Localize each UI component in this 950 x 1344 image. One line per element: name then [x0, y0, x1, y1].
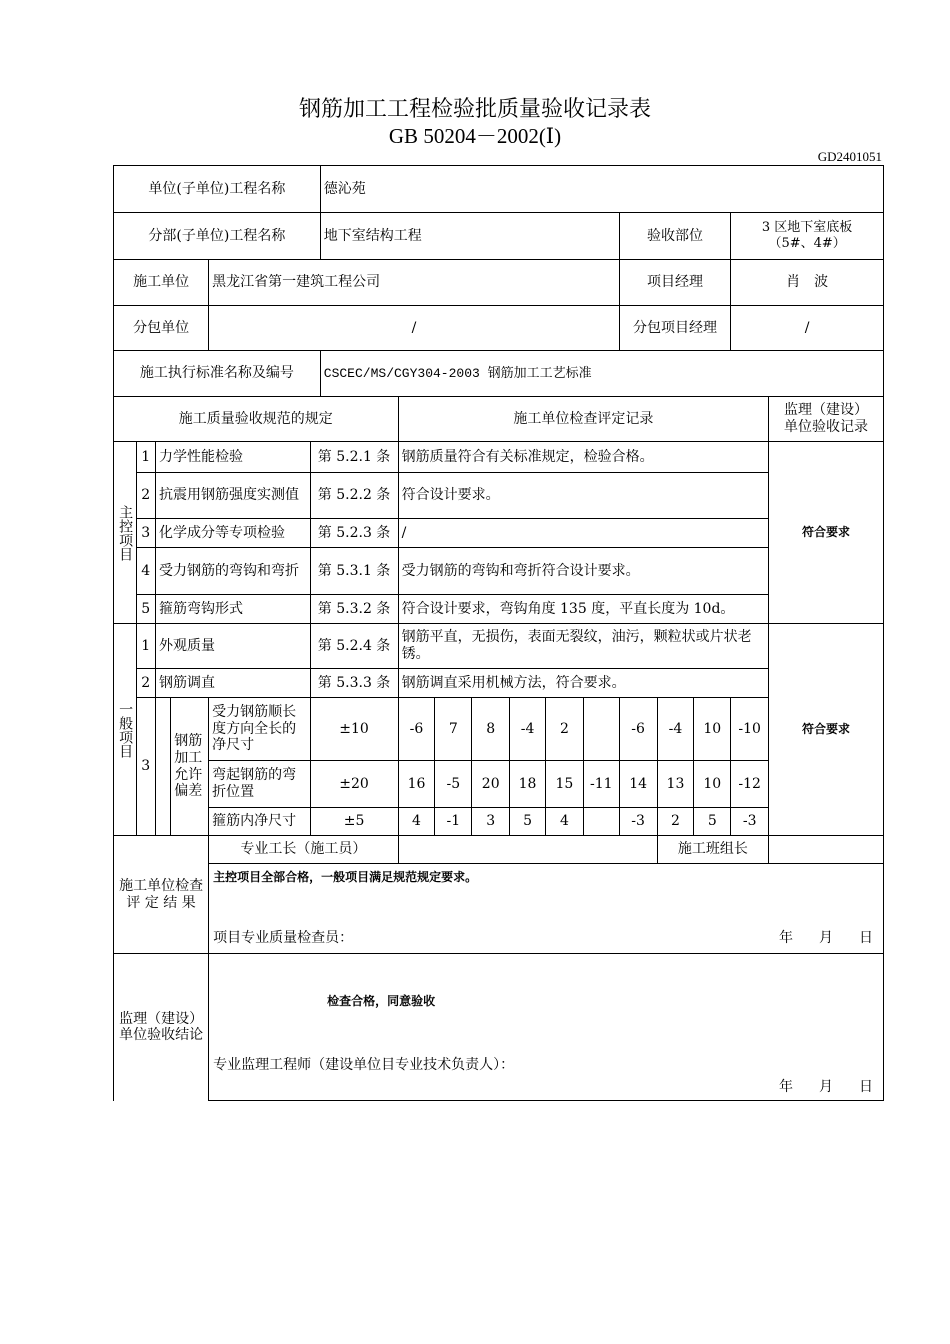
main-item-name: 力学性能检验 — [155, 442, 310, 473]
main-item-record[interactable]: 符合设计要求，弯钩角度 135 度，平直长度为 10d。 — [398, 595, 769, 624]
deviation-value[interactable]: 5 — [510, 808, 546, 836]
general-items-group-label: 一般项目 — [114, 624, 137, 836]
inspection-table — [113, 165, 884, 1101]
deviation-name: 弯起钢筋的弯折位置 — [209, 761, 310, 808]
sub-project-label: 分部(子单位)工程名称 — [114, 213, 321, 260]
deviation-value[interactable]: -1 — [435, 808, 472, 836]
sub-project-value[interactable]: 地下室结构工程 — [320, 213, 619, 260]
supervisor-conclusion-text: 检查合格，同意验收 — [327, 994, 436, 1009]
main-item-clause: 第 5.3.2 条 — [310, 595, 398, 624]
deviation-value[interactable]: 18 — [510, 761, 546, 808]
general-item-clause: 第 5.3.3 条 — [310, 669, 398, 698]
project-manager-label: 项目经理 — [619, 260, 731, 306]
main-item-record[interactable]: 钢筋质量符合有关标准规定，检验合格。 — [398, 442, 769, 473]
deviation-name: 箍筋内净尺寸 — [209, 808, 310, 836]
contractor-check-result: 主控项目全部合格，一般项目满足规范规定要求。 — [213, 870, 478, 884]
main-item-no: 5 — [136, 595, 155, 624]
sub-pm-value[interactable]: / — [731, 306, 884, 351]
deviation-value[interactable] — [583, 808, 619, 836]
form-code: GD2401051 — [817, 149, 882, 164]
spacer-cell — [155, 698, 170, 836]
deviation-value[interactable]: 3 — [472, 808, 510, 836]
deviation-value[interactable]: -11 — [583, 761, 619, 808]
exec-standard-label: 施工执行标准名称及编号 — [114, 351, 321, 397]
main-item-clause: 第 5.2.1 条 — [310, 442, 398, 473]
foreman-value[interactable] — [398, 836, 657, 864]
form-title: 钢筋加工工程检验批质量验收记录表 — [298, 97, 651, 122]
deviation-value[interactable] — [583, 698, 619, 761]
deviation-value[interactable]: 16 — [398, 761, 435, 808]
team-leader-value[interactable] — [769, 836, 884, 864]
general-item-no: 1 — [136, 624, 155, 669]
contractor-check-result-cell[interactable] — [209, 864, 884, 954]
deviation-tolerance: ±5 — [310, 808, 398, 836]
deviation-value[interactable]: 4 — [545, 808, 583, 836]
supervisor-conclusion-date: 年 月 日 — [779, 1079, 879, 1096]
main-item-name: 箍筋弯钩形式 — [155, 595, 310, 624]
supervisor-conclusion-cell[interactable] — [209, 954, 884, 1101]
deviation-value[interactable]: 4 — [398, 808, 435, 836]
accept-part-line2: （5#、4#） — [768, 236, 846, 251]
deviation-tolerance: ±10 — [310, 698, 398, 761]
record-header: 施工单位检查评定记录 — [398, 397, 769, 442]
deviation-value[interactable]: 20 — [472, 761, 510, 808]
contractor-value[interactable]: 黑龙江省第一建筑工程公司 — [209, 260, 620, 306]
project-manager-value[interactable]: 肖 波 — [731, 260, 884, 306]
main-item-record[interactable]: / — [398, 519, 769, 548]
deviation-value[interactable]: -6 — [619, 698, 657, 761]
deviation-value[interactable]: 15 — [545, 761, 583, 808]
supervisor-conclusion-label-line1: 监理（建设） — [119, 1010, 204, 1027]
exec-standard-value[interactable]: CSCEC/MS/CGY304-2003 钢筋加工工艺标准 — [320, 351, 883, 397]
supervisor-header-line2: 单位验收记录 — [784, 419, 869, 435]
deviation-tolerance: ±20 — [310, 761, 398, 808]
accept-part-line1: 3 区地下室底板 — [761, 220, 853, 236]
supervisor-header-line1: 监理（建设） — [784, 402, 869, 419]
contractor-check-label-line1: 施工单位检查 — [119, 877, 204, 894]
sub-pm-label: 分包项目经理 — [619, 306, 731, 351]
contractor-check-label-line2: 评 定 结 果 — [126, 894, 196, 911]
supervisor-conclusion-label-line2: 单位验收结论 — [119, 1027, 204, 1044]
general-item-no: 3 — [136, 698, 155, 836]
main-item-name: 化学成分等专项检验 — [155, 519, 310, 548]
deviation-value[interactable]: -12 — [731, 761, 769, 808]
main-item-no: 1 — [136, 442, 155, 473]
contractor-label: 施工单位 — [114, 260, 209, 306]
foreman-label: 专业工长（施工员） — [209, 836, 398, 864]
main-item-record[interactable]: 符合设计要求。 — [398, 473, 769, 519]
deviation-value[interactable]: -4 — [657, 698, 694, 761]
general-item-record[interactable]: 钢筋平直，无损伤，表面无裂纹，油污，颗粒状或片状老锈。 — [398, 624, 769, 669]
deviation-name: 受力钢筋顺长度方向全长的净尺寸 — [209, 698, 310, 761]
deviation-value[interactable]: 5 — [694, 808, 731, 836]
deviation-value[interactable]: 10 — [694, 698, 731, 761]
deviation-value[interactable]: -10 — [731, 698, 769, 761]
main-item-no: 2 — [136, 473, 155, 519]
accept-part-value[interactable] — [731, 213, 884, 260]
main-items-group-label: 主控项目 — [114, 442, 137, 624]
inspector-label: 项目专业质量检查员： — [213, 930, 354, 947]
deviation-value[interactable]: -4 — [510, 698, 546, 761]
supervisor-engineer-label: 专业监理工程师（建设单位目专业技术负责人）： — [213, 1056, 515, 1073]
main-item-record[interactable]: 受力钢筋的弯钩和弯折符合设计要求。 — [398, 548, 769, 595]
general-item-name: 外观质量 — [155, 624, 310, 669]
main-item-no: 4 — [136, 548, 155, 595]
subcontractor-label: 分包单位 — [114, 306, 209, 351]
deviation-value[interactable]: 2 — [545, 698, 583, 761]
unit-project-label: 单位(子单位)工程名称 — [114, 166, 321, 213]
main-item-clause: 第 5.2.3 条 — [310, 519, 398, 548]
form-standard: GB 50204－2002(Ⅰ) — [388, 124, 562, 148]
deviation-value[interactable]: 13 — [657, 761, 694, 808]
general-item-record[interactable]: 钢筋调直采用机械方法，符合要求。 — [398, 669, 769, 698]
accept-part-label: 验收部位 — [619, 213, 731, 260]
deviation-value[interactable]: 2 — [657, 808, 694, 836]
deviation-value[interactable]: -6 — [398, 698, 435, 761]
deviation-value[interactable]: -5 — [435, 761, 472, 808]
general-item-clause: 第 5.2.4 条 — [310, 624, 398, 669]
team-leader-label: 施工班组长 — [657, 836, 769, 864]
deviation-value[interactable]: -3 — [731, 808, 769, 836]
unit-project-value[interactable]: 德沁苑 — [320, 166, 883, 213]
main-item-name: 受力钢筋的弯钩和弯折 — [155, 548, 310, 595]
deviation-value[interactable]: 7 — [435, 698, 472, 761]
deviation-value[interactable]: 14 — [619, 761, 657, 808]
spec-header: 施工质量验收规范的规定 — [114, 397, 399, 442]
main-item-no: 3 — [136, 519, 155, 548]
main-items-result[interactable]: 符合要求 — [769, 442, 884, 624]
general-item-no: 2 — [136, 669, 155, 698]
deviation-group-label: 钢筋加工允许偏差 — [171, 698, 209, 836]
deviation-value[interactable]: 10 — [694, 761, 731, 808]
main-item-clause: 第 5.3.1 条 — [310, 548, 398, 595]
main-item-name: 抗震用钢筋强度实测值 — [155, 473, 310, 519]
general-item-name: 钢筋调直 — [155, 669, 310, 698]
deviation-value[interactable]: -3 — [619, 808, 657, 836]
supervisor-header — [769, 397, 884, 442]
contractor-check-date: 年 月 日 — [779, 930, 879, 947]
general-items-result[interactable]: 符合要求 — [769, 624, 884, 836]
supervisor-conclusion-label — [114, 954, 209, 1101]
subcontractor-value[interactable]: / — [209, 306, 620, 351]
main-item-clause: 第 5.2.2 条 — [310, 473, 398, 519]
deviation-value[interactable]: 8 — [472, 698, 510, 761]
contractor-check-label — [114, 836, 209, 954]
